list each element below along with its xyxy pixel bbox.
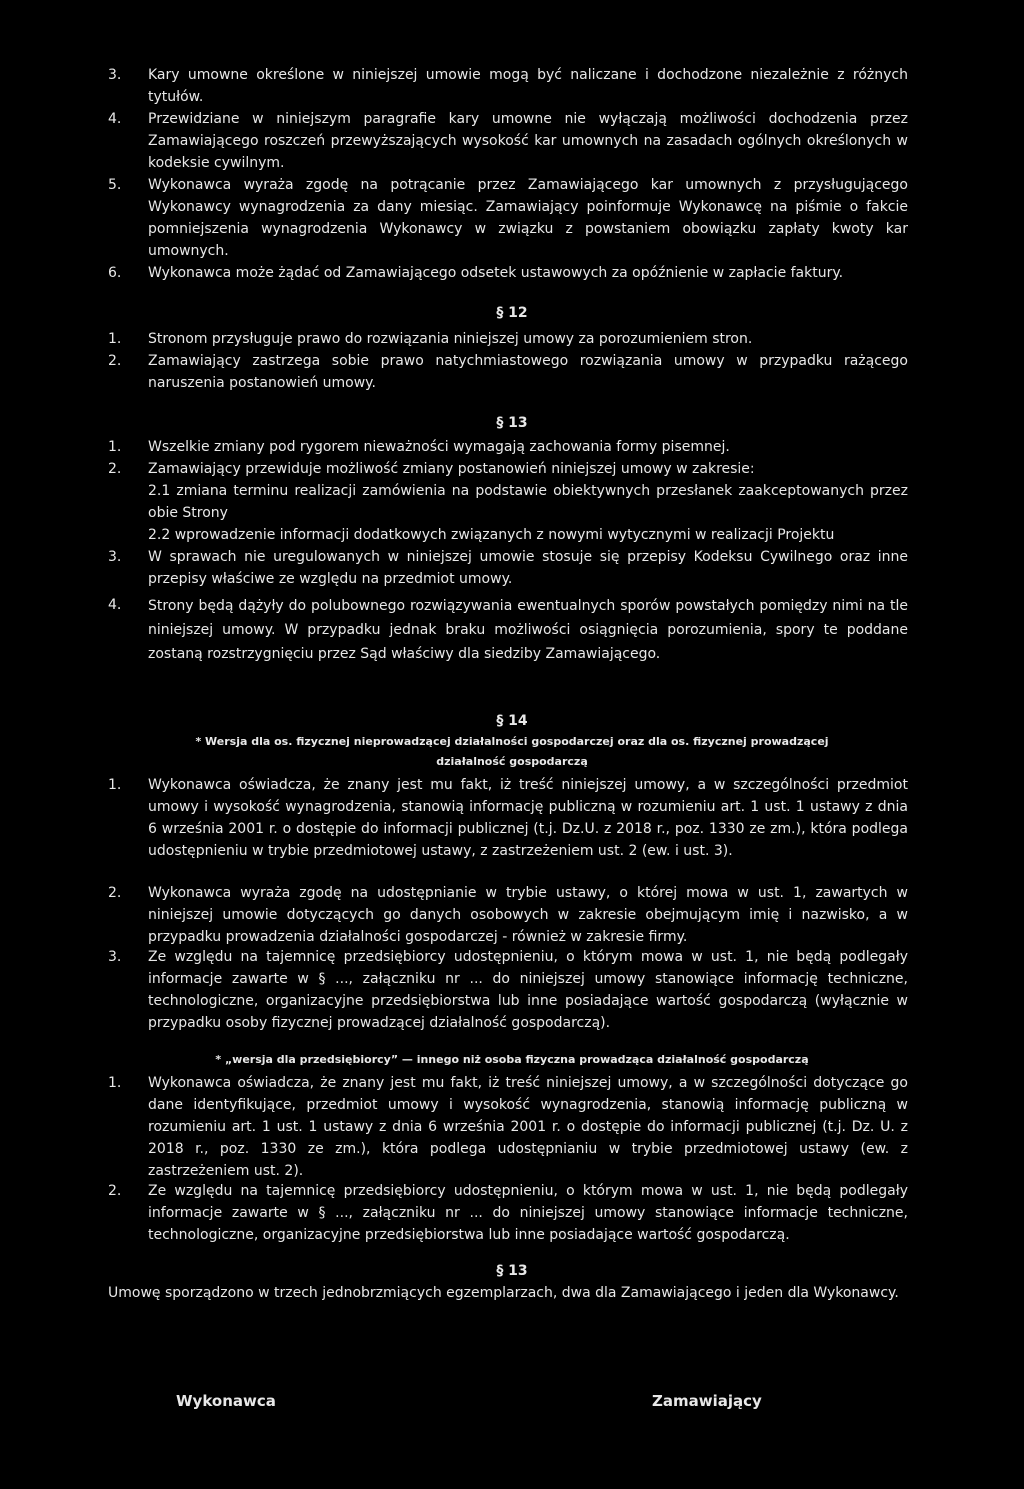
item-text: Strony będą dążyły do polubownego rozwiązywania ewentualnych sporów powstałych pomiędzy nimi na tle niniejszej umowy. W przypadku jednak braku możliwości osiągnięcia porozumienia, spory te poddane zostaną rozstrzygnięciu przez Sąd właściwy dla siedziby Zamawiającego.	[148, 598, 908, 662]
list-item	[108, 436, 908, 458]
item-text: Wszelkie zmiany pod rygorem nieważności wymagają zachowania formy pisemnej.	[148, 439, 730, 455]
item-number: 6.	[108, 265, 122, 281]
item-number: 4.	[108, 597, 122, 613]
signature-contractor: Wykonawca	[176, 1392, 276, 1410]
item-text: Ze względu na tajemnicę przedsiębiorcy udostępnieniu, o którym mowa w ust. 1, nie będą podlegały informacje zawarte w § ..., załączniku nr ... do niniejszej umowy stanowiące informację techniczne, technologiczne, organizacyjne przedsiębiorstwa lub inne posiadające wartość gospodarczą (wyłącznie w przypadku osoby fizycznej prowadzącej działalność gospodarczą).	[148, 949, 908, 1031]
sub-item: 2.2 wprowadzenie informacji dodatkowych związanych z nowymi wytycznymi w realizacji Projektu	[148, 527, 835, 543]
sub-item: 2.1 zmiana terminu realizacji zamówienia na podstawie obiektywnych przesłanek zaakceptowanych przez obie Strony	[148, 483, 908, 521]
closing-paragraph: Umowę sporządzono w trzech jednobrzmiących egzemplarzach, dwa dla Zamawiającego i jeden dla Wykonawcy.	[108, 1285, 899, 1301]
list-item	[108, 774, 908, 862]
version-note: * Wersja dla os. fizycznej nieprowadzącej działalności gospodarczej oraz dla os. fizycznej prowadzącej	[195, 735, 829, 748]
list-item	[108, 1072, 908, 1182]
item-text: Kary umowne określone w niniejszej umowie mogą być naliczane i dochodzone niezależnie z różnych tytułów.	[148, 67, 908, 105]
item-text: Ze względu na tajemnicę przedsiębiorcy udostępnieniu, o którym mowa w ust. 1, nie będą podlegały informacje zawarte w § ..., załączniku nr ... do niniejszej umowy stanowiące informacje techniczne, technologiczne, organizacyjne przedsiębiorstwa lub inne posiadające wartość gospodarczą.	[148, 1183, 908, 1243]
item-number: 3.	[108, 67, 122, 83]
item-text: W sprawach nie uregulowanych w niniejszej umowie stosuje się przepisy Kodeksu Cywilnego oraz inne przepisy właściwe ze względu na przedmiot umowy.	[148, 549, 908, 587]
list-item	[108, 328, 908, 350]
list-item	[108, 946, 908, 1034]
section-heading: § 13	[496, 415, 528, 431]
item-text: Zamawiający zastrzega sobie prawo natychmiastowego rozwiązania umowy w przypadku rażącego naruszenia postanowień umowy.	[148, 353, 908, 391]
item-text: Wykonawca wyraża zgodę na potrącanie przez Zamawiającego kar umownych z przysługującego Wykonawcy wynagrodzenia za dany miesiąc. Zamawiający poinformuje Wykonawcę na piśmie o fakcie pomniejszenia wynagrodzenia Wykonawcy w związku z powstaniem obowiązku zapłaty kwoty kar umownych.	[148, 177, 908, 259]
section-heading: § 13	[496, 1263, 528, 1279]
item-number: 2.	[108, 353, 122, 369]
list-item	[108, 882, 908, 948]
list-item	[108, 546, 908, 590]
list-item	[108, 1180, 908, 1246]
item-text: Wykonawca oświadcza, że znany jest mu fakt, iż treść niniejszej umowy, a w szczególności przedmiot umowy i wysokość wynagrodzenia, stanowią informację publiczną w rozumieniu art. 1 ust. 1 ustawy z dnia 6 września 2001 r. o dostępie do informacji publicznej (t.j. Dz.U. z 2018 r., poz. 1330 ze zm.), która podlega udostępnieniu w trybie przedmiotowej ustawy, z zastrzeżeniem ust. 2 (ew. i ust. 3).	[148, 777, 908, 859]
item-text: Wykonawca oświadcza, że znany jest mu fakt, iż treść niniejszej umowy, a w szczególności dotyczące go dane identyfikujące, przedmiot umowy i wysokość wynagrodzenia, stanowią informację publiczną w rozumieniu art. 1 ust. 1 ustawy z dnia 6 września 2001 r. o dostępie do informacji publicznej (t.j. Dz. U. z 2018 r., poz. 1330 ze zm.), która podlega udostępnianiu w trybie przedmiotowej ustawy (ew. z zastrzeżeniem ust. 2).	[148, 1075, 908, 1179]
item-text: Wykonawca wyraża zgodę na udostępnianie w trybie ustawy, o której mowa w ust. 1, zawartych w niniejszej umowie dotyczących go danych osobowych w zakresie obejmującym imię i nazwisko, a w przypadku prowadzenia działalności gospodarczej - również w zakresie firmy.	[148, 885, 908, 945]
signature-ordering-party: Zamawiający	[652, 1392, 762, 1410]
list-item	[108, 64, 908, 108]
item-text: Stronom przysługuje prawo do rozwiązania niniejszej umowy za porozumieniem stron.	[148, 331, 753, 347]
version-note: * „wersja dla przedsiębiorcy” — innego niż osoba fizyczna prowadząca działalność gospodarczą	[215, 1053, 809, 1066]
item-number: 5.	[108, 177, 122, 193]
item-number: 2.	[108, 1183, 122, 1199]
list-item	[108, 262, 908, 284]
item-number: 3.	[108, 549, 122, 565]
item-number: 2.	[108, 885, 122, 901]
item-number: 2.	[108, 461, 122, 477]
item-text: Zamawiający przewiduje możliwość zmiany postanowień niniejszej umowy w zakresie:	[148, 461, 755, 477]
list-item	[108, 108, 908, 174]
section-heading: § 14	[496, 713, 528, 729]
list-item	[108, 594, 908, 666]
item-number: 1.	[108, 439, 122, 455]
item-number: 1.	[108, 1075, 122, 1091]
list-item	[108, 458, 908, 480]
item-number: 1.	[108, 777, 122, 793]
version-note: działalność gospodarczą	[436, 755, 588, 768]
list-item	[108, 350, 908, 394]
list-item	[108, 174, 908, 262]
item-number: 3.	[108, 949, 122, 965]
item-number: 4.	[108, 111, 122, 127]
item-text: Wykonawca może żądać od Zamawiającego odsetek ustawowych za opóźnienie w zapłacie faktury.	[148, 265, 844, 281]
item-text: Przewidziane w niniejszym paragrafie kary umowne nie wyłączają możliwości dochodzenia przez Zamawiającego roszczeń przewyższających wysokość kar umownych na zasadach ogólnych określonych w kodeksie cywilnym.	[148, 111, 908, 171]
item-number: 1.	[108, 331, 122, 347]
section-heading: § 12	[496, 305, 528, 321]
